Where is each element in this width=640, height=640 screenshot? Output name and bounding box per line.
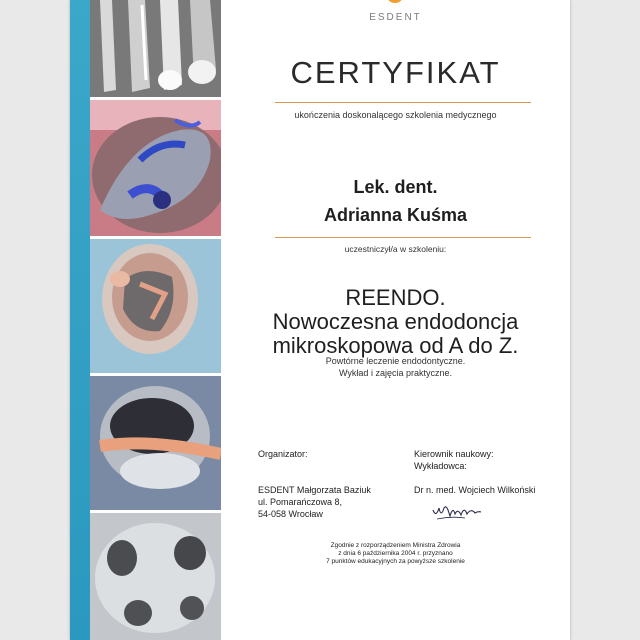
organizer-line: ul. Pomarańczowa 8,: [258, 497, 343, 507]
scientific-head-label: [414, 448, 494, 472]
blue-stained-canal-photo: [90, 100, 221, 236]
recipient-name: Adrianna Kuśma: [323, 205, 468, 225]
legal-note-line: Zgodnie z rozporządzeniem Ministra Zdrowia: [330, 542, 461, 549]
organizer-line: ESDENT Małgorzata Baziuk: [258, 485, 371, 495]
divider: [275, 237, 531, 238]
participation-text: uczestniczył/a w szkoleniu:: [344, 244, 447, 254]
dental-xray-photo: [90, 0, 221, 97]
gutta-percha-photo: [90, 376, 221, 510]
tooth-cavity-photo: [90, 239, 221, 373]
course-line: Nowoczesna endodoncja: [272, 309, 519, 334]
course-description-line: Powtórne leczenie endodontyczne.: [325, 356, 466, 366]
legal-note: [221, 542, 570, 566]
legal-note-line: z dnia 6 października 2004 r. przyznano: [338, 550, 453, 557]
course-description: [221, 355, 570, 379]
organizer-label: Organizator:: [258, 449, 308, 459]
organizer-details: [258, 484, 371, 520]
organizer-line: 54-058 Wrocław: [258, 509, 323, 519]
certificate-page: [70, 0, 570, 640]
scientific-head-name: Dr n. med. Wojciech Wilkoński: [414, 485, 536, 495]
canal-orifices-photo: [90, 513, 221, 640]
legal-note-line: 7 punktów edukacyjnych za powyższe szkolenie: [326, 558, 465, 565]
course-description-line: Wykład i zajęcia praktyczne.: [339, 368, 452, 378]
certificate-content: [221, 0, 570, 640]
scientific-head-label-line: Kierownik naukowy:: [414, 449, 494, 459]
brand-name: ESDENT: [369, 12, 422, 23]
divider: [275, 102, 531, 103]
certificate-title: CERTYFIKAT: [290, 55, 501, 90]
recipient-degree: Lek. dent.: [353, 177, 438, 197]
scientific-head-label-line: Wykładowca:: [414, 461, 467, 471]
photo-strip: [90, 0, 221, 640]
course-line: REENDO.: [345, 285, 446, 310]
accent-bar: [70, 0, 90, 640]
course-name: [221, 286, 570, 358]
course-line: mikroskopowa od A do Z.: [272, 333, 519, 358]
esdent-logo-icon: [380, 0, 410, 4]
signature-icon: [431, 502, 483, 520]
certificate-subtitle: ukończenia doskonalącego szkolenia medycznego: [294, 110, 497, 120]
